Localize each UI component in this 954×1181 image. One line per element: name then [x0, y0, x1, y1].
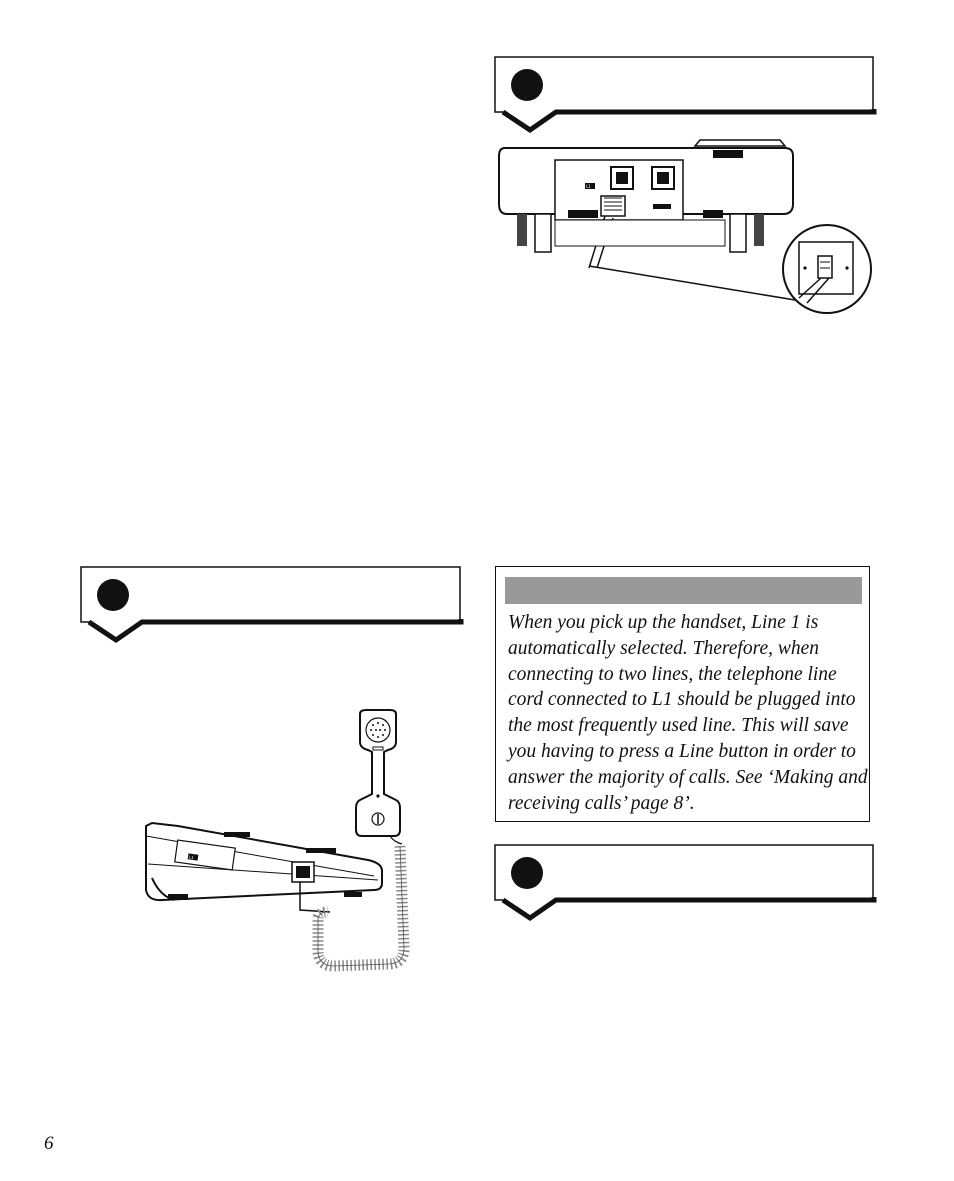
step-box-handset: [80, 566, 463, 644]
step-number-bullet: [511, 857, 543, 889]
step-box-power: [494, 844, 876, 922]
step-number-bullet: [97, 579, 129, 611]
step-box-frame: [494, 56, 876, 134]
step-box-line-cord: [494, 56, 876, 134]
tip-header-bar: [505, 577, 862, 604]
tip-box: [495, 566, 870, 822]
tip-body-text: When you pick up the handset, Line 1 is automatically selected. Therefore, when connecting to two lines, the telephone line cord connected to L1 should be plugged into the most frequently used line. This will save you having to press a Line button in order to answer the majority of calls. See ‘Making and receiving calls’ page 8’.: [508, 612, 868, 814]
phone-side-handset-illustration: [138, 708, 418, 973]
step-box-frame: [494, 844, 876, 922]
side-port-label: L1: [188, 854, 195, 861]
step-number-bullet: [511, 69, 543, 101]
page-number: 6: [44, 1133, 54, 1154]
phone-base-rear-illustration: [495, 138, 875, 318]
step-box-frame: [80, 566, 463, 644]
base-port-label: L1: [586, 184, 591, 189]
